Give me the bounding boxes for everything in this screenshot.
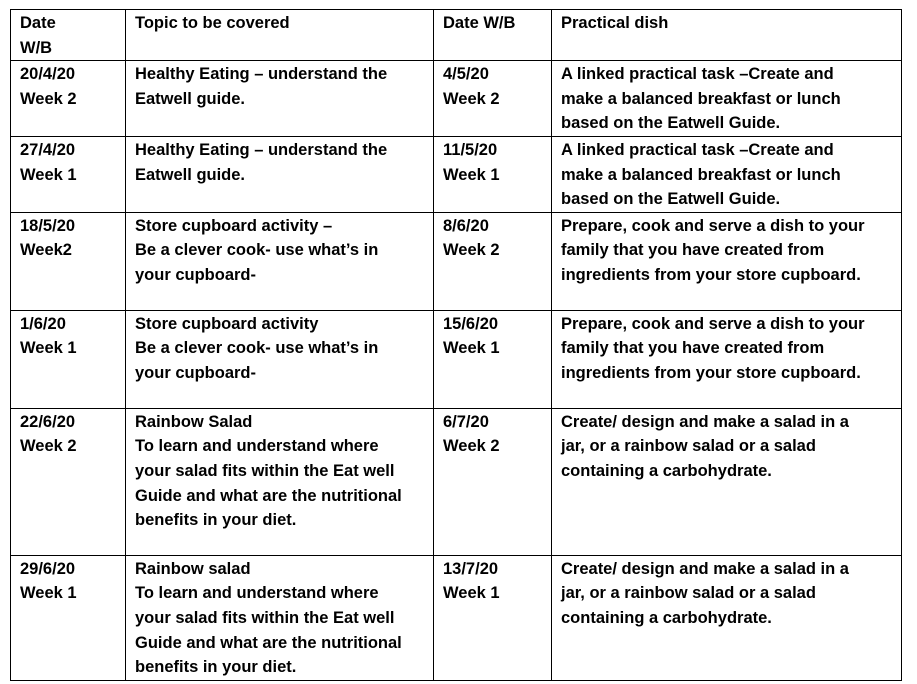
topic-cell (126, 212, 434, 310)
practical-line: Prepare, cook and serve a dish to your (561, 314, 865, 333)
practical-line: family that you have created from (561, 339, 825, 358)
topic-cell (126, 61, 434, 137)
practical-line: based on the Eatwell Guide. (561, 114, 781, 133)
header-date-wb-cell (434, 10, 552, 61)
topic-line: To learn and understand where (135, 437, 379, 456)
date-cell (11, 555, 126, 680)
topic-line: benefits in your diet. (135, 511, 297, 530)
practical-line: A linked practical task –Create and (561, 140, 834, 159)
practical-cell (552, 408, 902, 555)
topic-line: your salad fits within the Eat well (135, 608, 395, 627)
topic-line: Be a clever cook- use what’s in (135, 339, 379, 358)
practical-line: containing a carbohydrate. (561, 608, 772, 627)
header-practical-cell (552, 10, 902, 61)
topic-line: benefits in your diet. (135, 658, 297, 677)
topic-line: Store cupboard activity – (135, 216, 333, 235)
topic-line: Be a clever cook- use what’s in (135, 241, 379, 260)
date-line: Week 1 (20, 339, 77, 358)
practical-cell (552, 555, 902, 680)
table-row (11, 555, 902, 680)
date-wb-line: Week 1 (443, 584, 500, 603)
topic-line: your cupboard- (135, 363, 257, 382)
topic-line: Eatwell guide. (135, 165, 246, 184)
schedule-table (10, 9, 902, 681)
date-cell (11, 136, 126, 212)
date-wb-line: 15/6/20 (443, 314, 499, 333)
date-line: Week 1 (20, 165, 77, 184)
topic-line: Eatwell guide. (135, 89, 246, 108)
date-wb-line: Week 2 (443, 437, 500, 456)
date-line: 1/6/20 (20, 314, 66, 333)
practical-line: Create/ design and make a salad in a (561, 559, 849, 578)
topic-line: Healthy Eating – understand the (135, 65, 388, 84)
date-wb-line: Week 1 (443, 165, 500, 184)
table-row (11, 136, 902, 212)
date-cell (11, 212, 126, 310)
header-topic-line: Topic to be covered (135, 14, 290, 32)
practical-line: jar, or a rainbow salad or a salad (561, 437, 816, 456)
topic-cell (126, 555, 434, 680)
practical-line: ingredients from your store cupboard. (561, 265, 861, 284)
topic-cell (126, 310, 434, 408)
date-wb-line: Week 2 (443, 89, 500, 108)
date-wb-line: 8/6/20 (443, 216, 489, 235)
practical-line: jar, or a rainbow salad or a salad (561, 584, 816, 603)
header-date-wb-line: Date W/B (443, 14, 516, 32)
practical-cell (552, 310, 902, 408)
date-line: 29/6/20 (20, 559, 76, 578)
header-date-cell (11, 10, 126, 61)
header-row (11, 10, 902, 61)
topic-cell (126, 136, 434, 212)
topic-line: your cupboard- (135, 265, 257, 284)
date-line: Week 1 (20, 584, 77, 603)
date-cell (11, 61, 126, 137)
date-wb-cell (434, 61, 552, 137)
date-line: 18/5/20 (20, 216, 76, 235)
practical-line: Create/ design and make a salad in a (561, 412, 849, 431)
header-date-line: W/B (20, 38, 53, 57)
table-row (11, 408, 902, 555)
topic-cell (126, 408, 434, 555)
topic-line: To learn and understand where (135, 584, 379, 603)
date-wb-line: 6/7/20 (443, 412, 489, 431)
date-wb-line: Week 2 (443, 241, 500, 260)
date-wb-line: 13/7/20 (443, 559, 499, 578)
topic-line: Guide and what are the nutritional (135, 633, 402, 652)
date-wb-line: 11/5/20 (443, 140, 498, 159)
practical-line: based on the Eatwell Guide. (561, 190, 781, 209)
table-row (11, 310, 902, 408)
table-row (11, 212, 902, 310)
date-line: Week 2 (20, 89, 77, 108)
topic-line: Store cupboard activity (135, 314, 319, 333)
practical-line: make a balanced breakfast or lunch (561, 89, 841, 108)
practical-line: family that you have created from (561, 241, 825, 260)
date-wb-cell (434, 555, 552, 680)
topic-line: Rainbow Salad (135, 412, 253, 431)
date-cell (11, 310, 126, 408)
practical-line: A linked practical task –Create and (561, 65, 834, 84)
practical-line: ingredients from your store cupboard. (561, 363, 861, 382)
practical-line: make a balanced breakfast or lunch (561, 165, 841, 184)
date-wb-cell (434, 310, 552, 408)
practical-line: containing a carbohydrate. (561, 461, 772, 480)
date-cell (11, 408, 126, 555)
date-wb-line: 4/5/20 (443, 65, 489, 84)
header-practical-line: Practical dish (561, 14, 669, 32)
date-line: 27/4/20 (20, 140, 76, 159)
date-wb-cell (434, 408, 552, 555)
header-topic-cell (126, 10, 434, 61)
topic-line: your salad fits within the Eat well (135, 461, 395, 480)
practical-cell (552, 136, 902, 212)
practical-line: Prepare, cook and serve a dish to your (561, 216, 865, 235)
date-line: Week 2 (20, 437, 77, 456)
date-line: 22/6/20 (20, 412, 76, 431)
topic-line: Healthy Eating – understand the (135, 140, 388, 159)
practical-cell (552, 212, 902, 310)
date-wb-line: Week 1 (443, 339, 500, 358)
topic-line: Rainbow salad (135, 559, 251, 578)
date-line: Week2 (20, 241, 72, 260)
practical-cell (552, 61, 902, 137)
date-line: 20/4/20 (20, 65, 76, 84)
date-wb-cell (434, 136, 552, 212)
header-date-line: Date (20, 14, 56, 32)
topic-line: Guide and what are the nutritional (135, 486, 402, 505)
table-row (11, 61, 902, 137)
date-wb-cell (434, 212, 552, 310)
